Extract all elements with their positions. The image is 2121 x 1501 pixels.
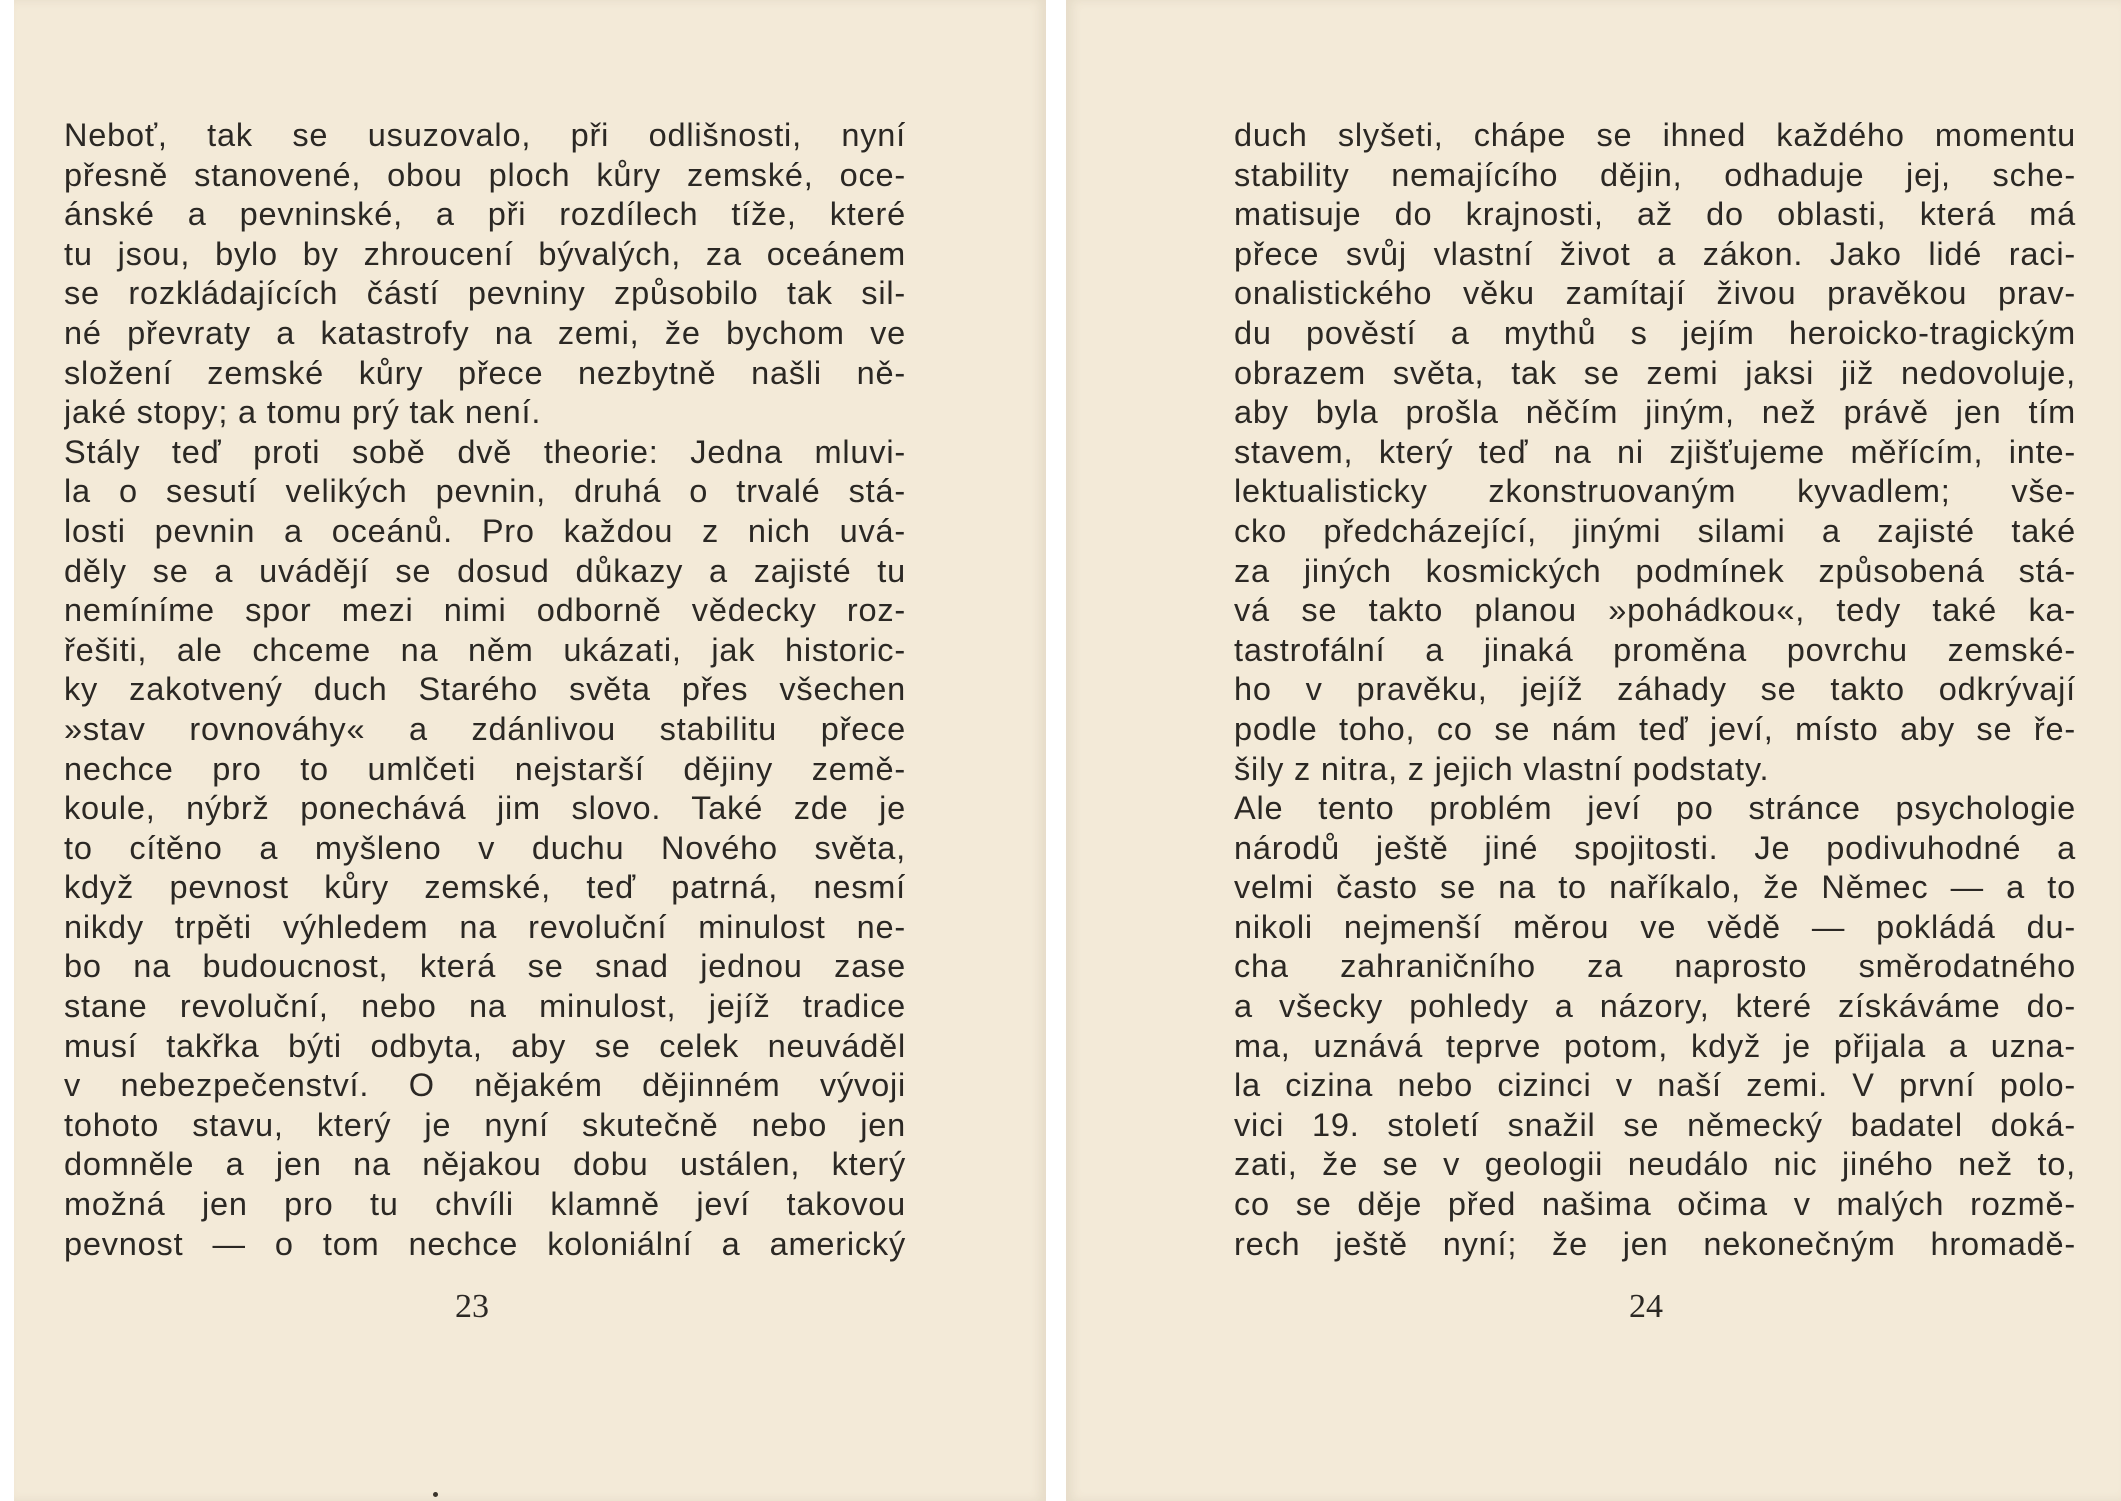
text-line: možná jen pro tu chvíli klamně jeví takovou: [64, 1186, 906, 1223]
text-line: Stály teď proti sobě dvě theorie: Jedna mluvi-: [64, 433, 906, 470]
text-line: duch slyšeti, chápe se ihned každého momentu: [1234, 117, 2076, 153]
text-line: přesně stanovené, obou ploch kůry zemské, oce-: [64, 156, 906, 193]
text-line: nemíníme spor mezi nimi odborně vědecky roz-: [64, 592, 906, 629]
text-line: ánské a pevninské, a při rozdílech tíže, které: [64, 196, 906, 233]
left-page: [14, 0, 1046, 1501]
text-line: zati, že se v geologii neudálo nic jiného než to,: [1234, 1146, 2076, 1183]
text-line: stability nemajícího dějin, odhaduje jej, sche-: [1234, 156, 2076, 193]
text-line: la o sesutí velikých pevnin, druhá o trvalé stá-: [64, 473, 906, 510]
text-line: řešiti, ale chceme na něm ukázati, jak historic-: [64, 631, 906, 668]
text-line: Neboť, tak se usuzovalo, při odlišnosti, nyní: [64, 117, 906, 153]
text-line: tu jsou, bylo by zhroucení bývalých, za oceánem: [64, 235, 906, 272]
text-line: matisuje do krajnosti, až do oblasti, která má: [1234, 196, 2076, 233]
text-line: obrazem světa, tak se zemi jaksi již nedovoluje,: [1234, 354, 2076, 391]
text-line: velmi často se na to naříkalo, že Němec — a to: [1234, 869, 2076, 906]
text-line: onalistického věku zamítají živou pravěkou prav-: [1234, 275, 2076, 312]
text-line: jaké stopy; a tomu prý tak není.: [64, 394, 542, 431]
text-line: bo na budoucnost, která se snad jednou zase: [64, 948, 906, 985]
text-line: se rozkládajících částí pevniny způsobilo tak sil-: [64, 275, 906, 312]
text-line: podle toho, co se nám teď jeví, místo aby se ře-: [1234, 710, 2076, 747]
text-line: ho v pravěku, jejíž záhady se takto odkrývají: [1234, 671, 2076, 708]
page-number: 24: [1629, 1288, 1663, 1325]
text-line: losti pevnin a oceánů. Pro každou z nich uvá-: [64, 512, 906, 549]
text-line: když pevnost kůry zemské, teď patrná, nesmí: [64, 869, 906, 906]
right-page-text: [1234, 116, 2076, 1264]
text-line: rech ještě nyní; že jen nekonečným hromadě-: [1234, 1225, 2076, 1262]
text-line: děly se a uvádějí se dosud důkazy a zajisté tu: [64, 552, 906, 589]
text-line: du pověstí a mythů s jejím heroicko-tragickým: [1234, 314, 2076, 351]
text-line: la cizina nebo cizinci v naší zemi. V první polo-: [1234, 1067, 2076, 1104]
text-line: cha zahraničního za naprosto směrodatného: [1234, 948, 2076, 985]
text-line: nechce pro to umlčeti nejstarší dějiny země-: [64, 750, 906, 787]
text-line: ma, uznává teprve potom, když je přijala a uzna-: [1234, 1027, 2076, 1064]
text-line: národů ještě jiné spojitosti. Je podivuhodné a: [1234, 829, 2076, 866]
text-line: za jiných kosmických podmínek způsobená stá-: [1234, 552, 2076, 589]
text-line: vá se takto planou »pohádkou«, tedy také ka-: [1234, 592, 2076, 629]
text-line: musí takřka býti odbyta, aby se celek neuváděl: [64, 1027, 906, 1064]
paper-speck: [433, 1492, 438, 1497]
text-line: šily z nitra, z jejich vlastní podstaty.: [1234, 750, 1770, 787]
text-line: ky zakotvený duch Starého světa přes všechen: [64, 671, 906, 708]
text-line: pevnost — o tom nechce koloniální a americký: [64, 1225, 906, 1262]
text-line: stane revoluční, nebo na minulost, jejíž tradice: [64, 988, 906, 1025]
text-line: stavem, který teď na ni zjišťujeme měřícím, inte-: [1234, 433, 2076, 470]
text-line: aby byla prošla něčím jiným, než právě jen tím: [1234, 394, 2076, 431]
text-line: »stav rovnováhy« a zdánlivou stabilitu přece: [64, 710, 906, 747]
text-line: nikoli nejmenší měrou ve vědě — pokládá du-: [1234, 908, 2076, 945]
text-line: nikdy trpěti výhledem na revoluční minulost ne-: [64, 908, 906, 945]
text-line: domněle a jen na nějakou dobu ustálen, který: [64, 1146, 906, 1183]
left-page-text: [64, 116, 906, 1264]
right-page: [1066, 0, 2121, 1501]
text-line: cko předcházející, jinými silami a zajisté také: [1234, 512, 2076, 549]
text-line: a všecky pohledy a názory, které získáváme do-: [1234, 988, 2076, 1025]
text-line: Ale tento problém jeví po stránce psychologie: [1234, 790, 2076, 827]
text-line: tohoto stavu, který je nyní skutečně nebo jen: [64, 1106, 906, 1143]
text-line: koule, nýbrž ponechává jim slovo. Také zde je: [64, 790, 906, 827]
text-line: přece svůj vlastní život a zákon. Jako lidé raci-: [1234, 235, 2076, 272]
text-line: to cítěno a myšleno v duchu Nového světa,: [64, 829, 906, 866]
text-line: vici 19. století snažil se německý badatel doká-: [1234, 1106, 2076, 1143]
text-line: tastrofální a jinaká proměna povrchu zemské-: [1234, 631, 2076, 668]
page-number: 23: [455, 1288, 489, 1325]
text-line: lektualisticky zkonstruovaným kyvadlem; vše-: [1234, 473, 2076, 510]
text-line: né převraty a katastrofy na zemi, že bychom ve: [64, 314, 906, 351]
text-line: složení zemské kůry přece nezbytně našli ně-: [64, 354, 906, 391]
text-line: v nebezpečenství. O nějakém dějinném vývoji: [64, 1067, 906, 1104]
text-line: co se děje před našima očima v malých rozmě-: [1234, 1186, 2076, 1223]
